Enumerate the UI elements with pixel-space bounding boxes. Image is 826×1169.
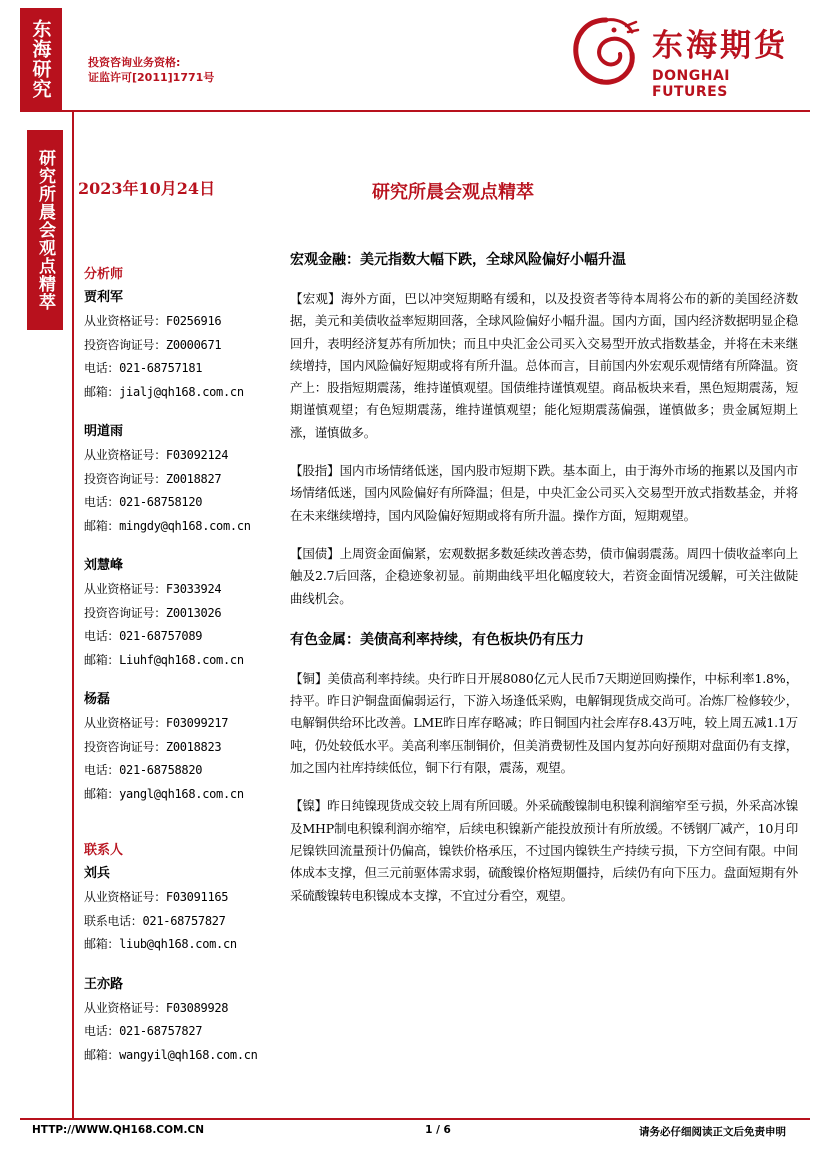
info-line: 电话：021-68757089 (84, 629, 203, 643)
info-line: 电话：021-68758120 (84, 495, 203, 509)
company-logo (566, 12, 806, 100)
person-card (84, 862, 280, 957)
report-tab: 研究所晨会观点精萃 (27, 130, 63, 330)
page-title (0, 178, 826, 204)
email-line[interactable]: 邮箱：yangl@qh168.com.cn (84, 786, 244, 801)
brand-tab: 东海研究 (20, 8, 62, 110)
contact-heading: 联系人 (84, 843, 124, 858)
paragraph-text: 美债高利率持续。央行昨日开展8080亿元人民币7天期逆回购操作，中标利率1.8%，持平。昨日沪铜盘面偏弱运行，下游入场逢低采购，电解铜现货成交尚可。冶炼厂检修较少，电解铜供给环比改善。LME昨日库存略减；昨日铜国内社会库存8.43万吨，较上周五减1.1万吨，仍处较低水平。美高利率压制铜价，但美消费韧性及国内复苏向好预期对盘面仍有支撑，加之国内社库持续低位，铜下行有限，震荡，观望。 (290, 670, 798, 776)
commentary-paragraph (290, 543, 798, 610)
info-line: 投资咨询证号：Z0013026 (84, 605, 222, 620)
person-card (84, 688, 280, 806)
info-line: 联系电话：021-68757827 (84, 913, 226, 928)
email-line[interactable]: 邮箱：liub@qh168.com.cn (84, 937, 237, 951)
info-line: 电话：021-68758820 (84, 763, 203, 777)
info-line: 电话：021-68757181 (84, 361, 203, 375)
qualification-line: 投资咨询业务资格: (88, 56, 181, 69)
info-line: 从业资格证号：F03092124 (84, 448, 229, 462)
person-card (84, 973, 280, 1068)
commentary-paragraph (290, 288, 798, 444)
commentary-paragraph (290, 460, 798, 527)
person-name: 贾利军 (84, 290, 124, 305)
report-date: 2023年10月24日 (78, 179, 216, 198)
commentary-paragraph (290, 795, 798, 906)
info-line: 从业资格证号：F03099217 (84, 716, 229, 730)
person-card (84, 420, 280, 538)
footer-disclaimer: 请务必仔细阅读正文后免责申明 (639, 1126, 786, 1138)
footer-divider (20, 1118, 810, 1120)
page-number: 1 / 6 (425, 1124, 451, 1136)
section-title: 有色金属：美债高利率持续，有色板块仍有压力 (290, 631, 584, 648)
analyst-list (84, 286, 280, 806)
info-line: 投资咨询证号：Z0000671 (84, 337, 222, 352)
paragraph-text: 海外方面，巴以冲突短期略有缓和，以及投资者等待本周将公布的新的美国经济数据，美元和美债收益率短期回落，全球风险偏好小幅升温。国内方面，国内经济数据明显企稳回升，表明经济复苏有所加快；而且中央汇金公司买入交易型开放式指数基金，并将在未来继续增持，国内风险偏好短期或将有所升温。总体而言，目前国内外宏观乐观情绪有所降温。资产上：股指短期震荡，维持谨慎观望。国债维持谨慎观望。商品板块来看，黑色短期震荡，短期谨慎观望；有色短期震荡，维持谨慎观望；能化短期震荡偏强，谨慎做多；贵金属短期上涨，谨慎做多。 (290, 291, 798, 440)
section-title: 宏观金融：美元指数大幅下跌，全球风险偏好小幅升温 (290, 252, 626, 268)
person-name: 杨磊 (84, 692, 111, 707)
person-name: 明道雨 (84, 424, 124, 439)
paragraph-text: 昨日纯镍现货成交较上周有所回暖。外采硫酸镍制电积镍利润缩窄至亏损，外采高冰镍及MHP制电积镍利润亦缩窄，后续电积镍新产能投放预计有所放缓。不锈钢厂减产，10月印尼镍铁回流量预计仍偏高，镍铁价格承压，不过国内镍铁生产持续亏损，下方空间有限。中间体成本支撑，但三元前驱体需求弱，硫酸镍价格短期僵持，后续仍有向下压力。盘面短期有外采硫酸镍转电积镍成本支撑，不宜过分看空，观望。 (290, 798, 799, 903)
page-title-text: 研究所晨会观点精萃 (372, 182, 534, 203)
contact-list (84, 862, 280, 1067)
paragraph-tag: 【股指】 (290, 463, 340, 479)
info-line: 从业资格证号：F03091165 (84, 890, 229, 904)
paragraph-tag: 【镍】 (290, 798, 328, 814)
person-card (84, 554, 280, 672)
person-name: 刘慧峰 (84, 558, 124, 573)
info-line: 从业资格证号：F0256916 (84, 314, 222, 328)
person-name: 王亦路 (84, 976, 124, 992)
info-line: 电话：021-68757827 (84, 1024, 203, 1038)
paragraph-tag: 【铜】 (290, 670, 328, 686)
paragraph-tag: 【宏观】 (290, 291, 341, 306)
logo-chinese-name: 东海期货 (652, 28, 788, 64)
report-body (290, 246, 798, 923)
analyst-heading: 分析师 (84, 267, 124, 282)
logo-english-name: DONGHAI FUTURES (652, 68, 730, 100)
person-card (84, 286, 280, 404)
info-line: 投资咨询证号：Z0018823 (84, 739, 222, 754)
header-divider (20, 110, 810, 112)
paragraph-tag: 【国债】 (290, 545, 340, 561)
email-line[interactable]: 邮箱：mingdy@qh168.com.cn (84, 518, 251, 533)
paragraph-text: 国内市场情绪低迷，国内股市短期下跌。基本面上，由于海外市场的拖累以及国内市场情绪低迷，国内风险偏好有所降温；但是，中央汇金公司买入交易型开放式指数基金，并将在未来继续增持，国内风险偏好短期或将有所升温。操作方面，短期观望。 (290, 463, 798, 523)
email-line[interactable]: 邮箱：Liuhf@qh168.com.cn (84, 652, 244, 667)
license-line: 证监许可[2011]1771号 (88, 71, 215, 84)
info-line: 从业资格证号：F03089928 (84, 1000, 229, 1015)
footer-website-link[interactable]: HTTP://WWW.QH168.COM.CN (32, 1124, 204, 1136)
email-line[interactable]: 邮箱：wangyil@qh168.com.cn (84, 1047, 258, 1062)
info-line: 从业资格证号：F3033924 (84, 582, 222, 596)
email-line[interactable]: 邮箱：jialj@qh168.com.cn (84, 384, 244, 399)
commentary-paragraph (290, 668, 798, 779)
dragon-emblem-icon (566, 12, 646, 92)
contact-sidebar (84, 264, 280, 1083)
info-line: 投资咨询证号：Z0018827 (84, 471, 222, 486)
person-name: 刘兵 (84, 866, 111, 881)
paragraph-text: 上周资金面偏紧，宏观数据多数延续改善态势，债市偏弱震荡。周四十债收益率向上触及2.7后回落，企稳迹象初显。前期曲线平坦化幅度较大，若资金面情况缓解，可关注做陡曲线机会。 (290, 545, 798, 606)
sidebar-divider (72, 112, 74, 1118)
